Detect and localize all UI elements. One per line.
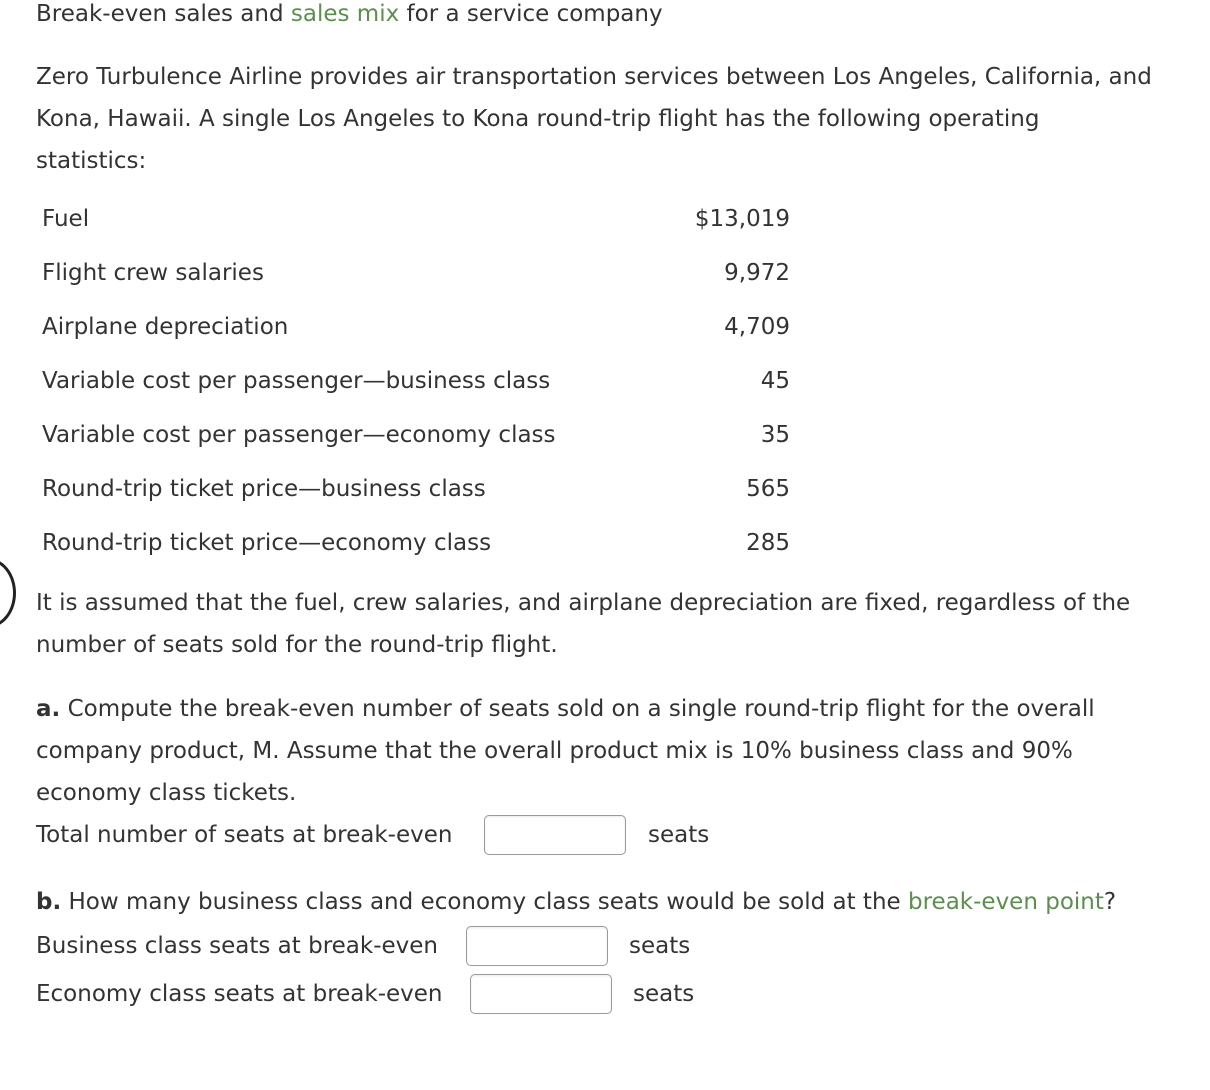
assumption-line-1: It is assumed that the fuel, crew salaries, and airplane depreciation are fixed, regardless of the xyxy=(36,590,1131,616)
total-seats-label: Total number of seats at break-even xyxy=(36,822,453,848)
part-b-text-2: ? xyxy=(1103,889,1117,915)
intro-line-3: statistics: xyxy=(36,148,147,174)
stat-value-price-economy: 285 xyxy=(746,530,790,556)
part-a-line-1 xyxy=(36,688,1095,730)
stat-value-var-cost-business: 45 xyxy=(760,368,790,394)
stat-label-var-cost-business: Variable cost per passenger—business class xyxy=(42,368,551,394)
stat-label-fuel: Fuel xyxy=(42,206,90,232)
economy-seats-label: Economy class seats at break-even xyxy=(36,981,443,1007)
part-a-line-2: company product, M. Assume that the overall product mix is 10% business class and 90% xyxy=(36,738,1073,764)
assumption-paragraph xyxy=(36,582,1130,666)
part-a-text-1: Compute the break-even number of seats sold on a single round-trip flight for the overall xyxy=(60,696,1095,722)
stat-value-fuel: $13,019 xyxy=(694,206,790,232)
stat-value-crew-salaries: 9,972 xyxy=(724,260,790,286)
part-b-text-1: How many business class and economy class seats would be sold at the xyxy=(61,889,908,915)
business-seats-unit: seats xyxy=(629,933,691,959)
part-a-line-3: economy class tickets. xyxy=(36,780,297,806)
break-even-point-link[interactable]: break-even point xyxy=(908,889,1104,915)
stat-label-crew-salaries: Flight crew salaries xyxy=(42,260,264,286)
economy-seats-input[interactable] xyxy=(470,974,612,1014)
assumption-line-2: number of seats sold for the round-trip flight. xyxy=(36,632,558,658)
stat-label-var-cost-economy: Variable cost per passenger—economy class xyxy=(42,422,556,448)
left-edge-circle-icon xyxy=(0,558,16,628)
part-b-letter: b. xyxy=(36,889,62,915)
part-a-letter: a. xyxy=(36,696,61,722)
sales-mix-link[interactable]: sales mix xyxy=(290,1,400,27)
total-seats-input[interactable] xyxy=(484,815,626,855)
page-title xyxy=(36,0,663,28)
intro-line-1: Zero Turbulence Airline provides air transportation services between Los Angeles, California, and xyxy=(36,64,1152,90)
title-text-start: Break-even sales and xyxy=(36,1,291,27)
total-seats-unit: seats xyxy=(648,822,710,848)
economy-seats-unit: seats xyxy=(633,981,695,1007)
stat-label-depreciation: Airplane depreciation xyxy=(42,314,289,340)
stat-label-price-economy: Round-trip ticket price—economy class xyxy=(42,530,492,556)
title-text-end: for a service company xyxy=(399,1,663,27)
stat-value-depreciation: 4,709 xyxy=(724,314,790,340)
business-seats-label: Business class seats at break-even xyxy=(36,933,439,959)
part-a-question xyxy=(36,688,1095,814)
part-b-question xyxy=(36,889,1116,915)
stat-value-var-cost-economy: 35 xyxy=(760,422,790,448)
intro-paragraph xyxy=(36,56,1152,182)
stat-label-price-business: Round-trip ticket price—business class xyxy=(42,476,486,502)
business-seats-input[interactable] xyxy=(466,926,608,966)
intro-line-2: Kona, Hawaii. A single Los Angeles to Kona round-trip flight has the following operating xyxy=(36,106,1040,132)
stat-value-price-business: 565 xyxy=(746,476,790,502)
